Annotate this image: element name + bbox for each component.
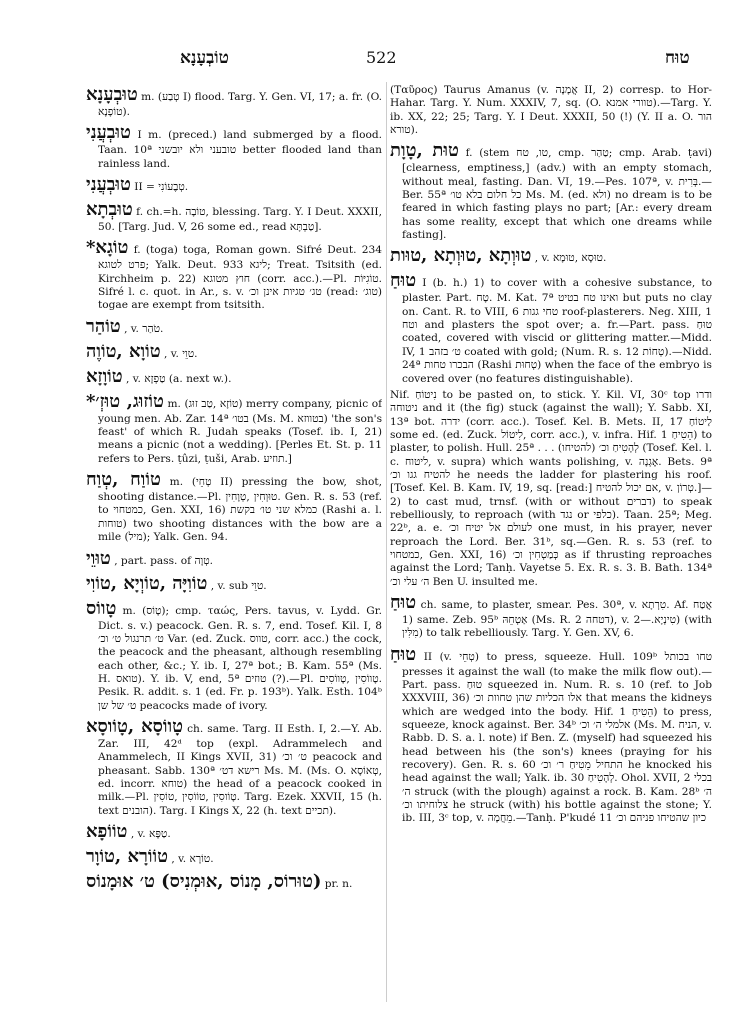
entry-headword: טוּבְתָא (86, 199, 133, 221)
dictionary-entry (86, 84, 382, 119)
dictionary-entry (390, 644, 712, 826)
dictionary-entry (86, 341, 382, 363)
entry-definition: , v. sub טוֵי. (210, 579, 267, 592)
entry-definition: , v. טוֹרָא. (171, 852, 214, 865)
entry-definition: , part. pass. of טְוָה. (114, 554, 214, 567)
entry-definition: Nif. נִיטוֹחַ to be pasted on, to stick. Y. Kil. VI, 30ᶜ top ודרו ניטוחה and it (the fig) stuck (against the wall); Y. Sabb. XI, 13ª bot. ידרה (corr. acc.). Tosef. Kel. B. Mets. II, 17 לַיטוֹחַ some ed. (ed. Zuck. לִיטוֹל, corr. acc.), v. infra. Hif. הֵטִיחַ 1) to plaster, to polish. Hull. 25ª . . . לְהָטִיחַ וכ׳ (להטיחו) (Tosef. Kel. l. c. ליטוח, v. supra) which wants polishing, v. אֶגְנָה. Bets. 9ª להטיח גגו וכ׳ he needs the ladder for plastering his roof. [Tosef. Kel. B. Kam. IV, 19, sq. [read:] אם יכול להטיח, v. טְרוֹן.]—2) to cast mud, trnsf. (with or without דברים) to speak rebelliously, to reproach (with נגד or כלפי). Taan. 25ª; Meg. 22ᵇ, a. e. לעולם אל יטיח וכ׳ one must, in his prayer, never reproach the Lord. Ber. 31ᵇ, sq.—Gen. R. s. 53 (ref. to כמטחוי, Gen. XXI, 16) כְּמַטְחִין וכ׳ as if thrusting reproaches against the Lord; Tanḥ. Vayetse 5. Ex. R. s. 3. B. Bath. 134ª ה׳ עלי וכ׳ Ben U. insulted me. (390, 388, 712, 588)
entry-definition: II (v. טְחֵי) to press, squeeze. Hull. 109ᵇ טחו בכותל presses it against the wall (to make the milk flow out).—Part. pass. טוּחַ squeezed in. Num. R. s. 10 (ref. to Job XXXVIII, 36) אלו הכליות שהן טחוות וכ׳ that means the kidneys which are wedged into the body. Hif. הֵטִיחַ 1) to press, squeeze, knock against. Ber. 34ᵇ אלמלי ה׳ וכ׳ (Ms. M. הניח, v. Rabb. D. S. a. l. note) if Ben. Z. (myself) had squeezed his head between his (the son's) knees (praying for his recovery). Gen. R. s. 60 התחיל מֵטִיחַ ר׳ וכ׳ he knocked his head against the wall; Yalk. ib. 30 לְהָטִיחַ. Ohol. XVII, 2 בכלי ה׳ struck (with the plough) against a rock. B. Kam. 28ᵇ ה׳ צלוחיתו וכ׳ he struck (with) his bottle against the stone; Y. ib. III, 3ᶜ top, v. מֵחֲמָה.—Tanḥ. P'kudé 11 כיון שהטיחו פניהם וכ׳ (402, 650, 712, 825)
entry-headword: טָווֹסָא ,טָוֹוסָא (86, 715, 184, 737)
dictionary-entry (86, 122, 382, 171)
entry-definition: , v. טַפְזָא (a. next w.). (126, 372, 232, 385)
entry-headword: טוּחַ (390, 270, 417, 292)
entry-headword: טוּרוֹס, מָנוֹס ,אוּמְנִיס) ט׳ אוּמָנוֹס) (86, 870, 322, 892)
entry-headword: טוּבְעָנָא (86, 84, 138, 105)
running-header (70, 48, 710, 72)
entry-definition: , v. טֹהַר. (124, 322, 164, 335)
dictionary-entry (86, 237, 382, 312)
entry-definition: m. (טְחֵי II) pressing the bow, shot, shooting distance.—Pl. טוּוְחִין ,טְוָחִין. Gen. R. s. 53 (ref. to כמטחוי, Gen. XXI, 16) כמלא שני טו׳ בקשת (Rashi a. l. טוחות) two shooting distances with the bow are a mile (מיל); Yalk. Gen. 94. (98, 476, 382, 544)
entry-headword: טוּוֵי (86, 547, 111, 569)
entry-headword: טוֹוָא ,טוֹוֶה (86, 340, 161, 362)
entry-definition: f. (toga) toga, Roman gown. Sifré Deut. 234 פרט לטוגא; Yalk. Deut. 933 ליגא; Treat. Tsitsith (ed. Kirchheim p. 22) חוץ מטוגא (corr. acc.).—Pl. טוֹגִיּוֹת. Sifré l. c. quot. in Ar., s. v. טג׳ טגיות אינן וכ׳ (read: טוג׳) togae are exempt from tsitsith. (98, 244, 382, 312)
dictionary-entry (390, 245, 712, 267)
entry-definition: m. (טְבַע I) flood. Targ. Y. Gen. VI, 17; a. fr. (O. טוֹפָנָא). (98, 91, 382, 118)
entry-definition: m. (טוֹזָא ,טַב זוּג) merry company, picnic of young men. Ab. Zar. 14ª בטו׳ (Ms. M. בטווזא) 'the son's feast' of which R. Judah speaks (Tosef. ib. I, 21) means a picnic (not a wedding). [Perles Et. St. p. 11 refers to Pers. ṭûzi, ṭuši, Arab. תוזיע.] (98, 397, 382, 465)
entry-definition: II = טְבֶעוֹנִי. (134, 181, 189, 194)
dictionary-entry (390, 592, 712, 641)
entry-definition: f. (stem טו, טח, cmp. טַהַר; cmp. Arab. ṭavi) [clearness, emptiness,] (adv.) with an empty stomach, without meal, fasting. Dan. VI, 19.—Pes. 107ª, v. בְּרִית.—Ber. 55ª כל חלום בלא טו׳ Ms. M. (ed. ולא) no dream is to be feared in which fasting plays no part; [Ar.: every dream has some reality, except that which one dreams while fasting]. (402, 147, 712, 242)
dictionary-entry (390, 389, 712, 589)
entry-headword: טוֹוָזָא (86, 365, 123, 387)
entry-definition: f. ch.=h. טוֹבָה, blessing. Targ. Y. I Deut. XXXII, 50. [Targ. Jud. V, 26 some ed., read טַבְתָּא]. (98, 206, 382, 234)
dictionary-entry (86, 366, 382, 388)
entry-definition: I (b. h.) 1) to cover with a cohesive substance, to plaster. Part. טָח. M. Kat. 7ª ואינו טח בטיט but puts no clay on. Cant. R. to VIII, 6 טחי גגות roof-plasterers. Neg. XIII, 1 וטח and plasters the spot over; a. fr.—Part. pass. טוּחַ coated, covered with viscid or glittering matter.—Midd. IV, 1 ט׳ בזהב coated with gold; (Num. R. s. 12 טְחוֹת).—Nidd. 24ª הבכרו טחות (Rashi טְחוּת) when the face of the embryo is covered over (no features distinguishable). (402, 277, 712, 385)
entry-headword: טוּבְעֲנִי (86, 122, 131, 144)
dictionary-entry (86, 598, 382, 713)
entry-headword: טוּבְעֲנִי (86, 174, 131, 196)
entry-definition: ch. same, to plaster, smear. Pes. 30ª, v. טִרְתָא. Af. אֲטַח 1) same. Zeb. 95ᵇ אַטְחֵהּ (Ms. R. 2 דטחה), v. טִינְיָא.—2) (with מִלִּין) to talk rebelliously. Targ. Y. Gen. XV, 6. (402, 599, 712, 640)
entry-headword: טוֹוִיָּה ,טוֹוְיָא ,טוֹוִי (86, 572, 208, 594)
entry-definition: pr. n. (324, 877, 353, 890)
header-left-catchword: טוֹבְעָנָא (180, 48, 229, 68)
dictionary-entry (86, 469, 382, 544)
right-column (390, 84, 712, 1004)
dictionary-entry (390, 140, 712, 242)
dictionary-entry (86, 548, 382, 570)
dictionary-entry (86, 316, 382, 338)
entry-definition: , v. טוּסָא ,טוּמָא. (534, 252, 607, 265)
entry-definition: m. (טָוֹס); cmp. ταώς, Pers. tavus, v. Lydd. Gr. Dict. s. v.) peacock. Gen. R. s. 7, end. Tosef. Kil. I, 8 ט׳ תרנגול ט׳ וכ׳ Var. (ed. Zuck. טווס, corr. acc.) the cock, the peacock and the pheasant, although resembling each other, &c.; Y. ib. I, 27ª bot.; B. Kam. 55ª (Ms. H. טואס). Y. ib. V, end, 5ª טוזים (?).—Pl. טָווֹסִין ,טָווֹסִים. Pesik. R. addit. s. 1 (ed. Fr. p. 193ᵇ). Yalk. Esth. 104ᵇ ט׳ של שן peacocks made of ivory. (98, 604, 382, 712)
dictionary-entry (390, 270, 712, 385)
entry-headword: טָווֹס (86, 597, 117, 619)
header-right-catchword: טוּח (665, 48, 690, 68)
dictionary-entry (86, 199, 382, 234)
entry-headword: טוֹוֹרָא ,טוֹוָר (86, 845, 168, 867)
dictionary-entry (390, 84, 712, 137)
dictionary-entry (86, 174, 382, 196)
entry-headword: טוּוְתָא ,טוּוְתָא ,טוּות (390, 245, 532, 267)
entry-headword: *טוֹגָא (86, 237, 129, 259)
entry-definition: I m. (preced.) land submerged by a flood. Taan. 10ª טובעני ולא יובשני better flooded land than rainless land. (98, 129, 382, 170)
entry-headword: טוֹהַר (86, 315, 121, 337)
entry-headword: טוּחַ (390, 643, 417, 665)
entry-definition: (Ταῦρος) Taurus Amanus (v. אֲמָנָה II, 2) corresp. to Hor-Hahar. Targ. Y. Num. XXXIV, 7, sq. (O. טוורי אמנא).—Targ. Y. ib. XX, 22; 25; Targ. Y. I Deut. XXXII, 50 (!) (Y. II a. O. הור טורא). (390, 84, 712, 137)
entry-headword: טוֹוַח ,טְוַח (86, 469, 161, 491)
entry-definition: ch. same. Targ. II Esth. I, 2.—Y. Ab. Zar. III, 42ᵈ top (expl. Adrammelech and Anammelech, II Kings XVII, 31) ט׳ וכ׳ peacock and pheasant. Sabb. 130ª רישא דט׳ Ms. M. (Ms. O. טְאוֹסָא, ed. incorr. טוחא) the head of a peacock cooked in milk.—Pl. טָוֹוסִין ,טוֹוֹסִין ,טוֹסִין. Targ. Ezek. XXVII, 15 (h. text הובנים). Targ. I Kings X, 22 (h. text תכיים). (98, 722, 382, 817)
dictionary-entry (86, 391, 382, 466)
entry-headword: *טוֹזוּג, טוּזְ׳ (86, 390, 164, 412)
entry-headword: טוּחַ (390, 592, 417, 613)
entry-headword: טוּת ,טָוָת (390, 140, 459, 162)
entry-definition: , v. טַפָּא. (130, 827, 171, 840)
page-number: 522 (366, 48, 397, 67)
dictionary-entry (86, 573, 382, 595)
entry-definition: , v. טוֵי. (164, 347, 198, 360)
dictionary-entry (86, 871, 382, 893)
dictionary-entry (86, 846, 382, 868)
column-divider (386, 82, 387, 1002)
entry-headword: טוֹוֹפָא (86, 820, 128, 842)
dictionary-entry (86, 716, 382, 818)
left-column (86, 84, 382, 1004)
dictionary-entry (86, 821, 382, 843)
